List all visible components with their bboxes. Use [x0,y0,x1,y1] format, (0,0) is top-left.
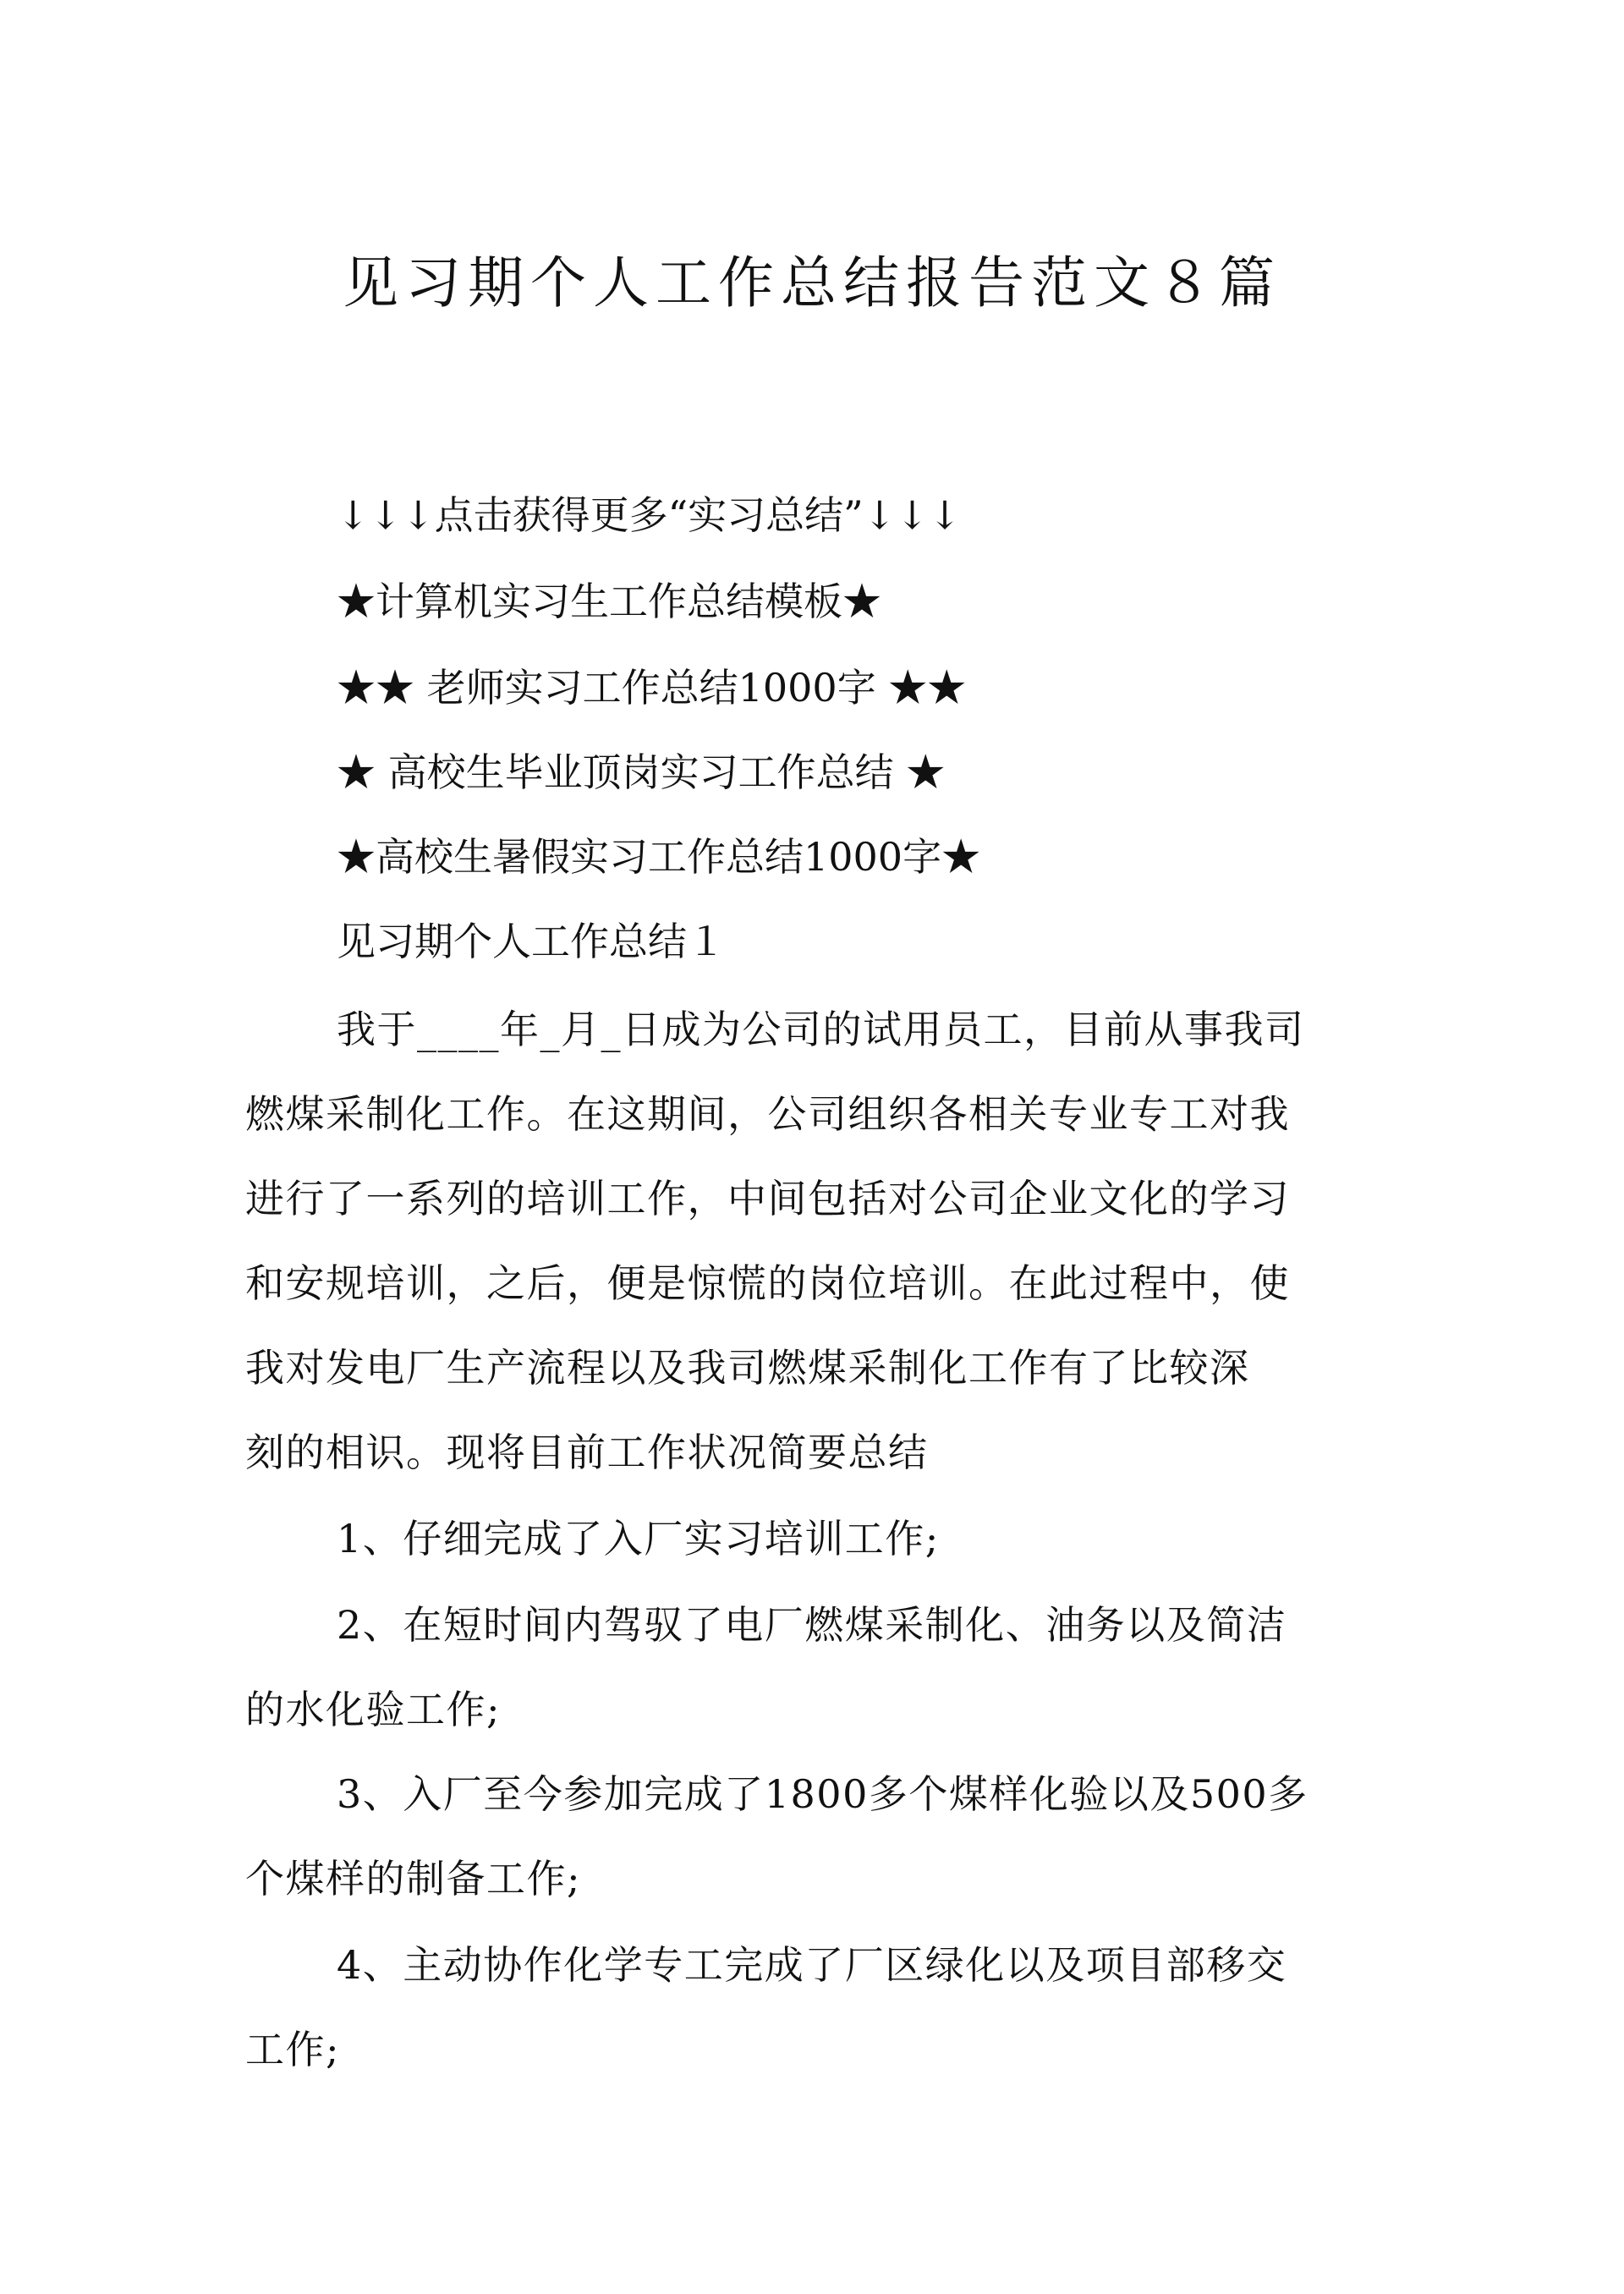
list-item-3-cont: 个煤样的制备工作; [245,1856,581,1902]
paragraph-line: 进行了一系列的培训工作，中间包括对公司企业文化的学习 [245,1176,1290,1221]
document-title: 见习期个人工作总结报告范文８篇 [343,250,1281,316]
paragraph-line: 燃煤采制化工作。在这期间，公司组织各相关专业专工对我 [245,1091,1290,1137]
paragraph-line: 刻的相识。现将目前工作状况简要总结 [245,1430,929,1475]
list-item-4-cont: 工作; [245,2027,340,2072]
link-more-internship-summaries[interactable]: ↓↓↓点击获得更多“实习总结”↓↓↓ [337,492,962,538]
list-item-3: 3、入厂至今参加完成了1800多个煤样化验以及500多 [337,1771,1309,1817]
link-teacher-internship-summary[interactable]: ★★ 老师实习工作总结1000字 ★★ [337,665,967,711]
paragraph-line: 我于____年_月_日成为公司的试用员工，目前从事我司 [337,1007,1305,1052]
paragraph-line: 我对发电厂生产流程以及我司燃煤采制化工作有了比较深 [245,1345,1250,1391]
paragraph-line: 和安规培训，之后，便是惊慌的岗位培训。在此过程中，使 [245,1260,1290,1306]
link-summer-internship-summary[interactable]: ★高校生暑假实习工作总结1000字★ [337,834,981,880]
list-item-2: 2、在短时间内驾驭了电厂燃煤采制化、油务以及简洁 [337,1602,1287,1648]
list-item-1: 1、仔细完成了入厂实习培训工作; [337,1516,940,1561]
link-computer-intern-template[interactable]: ★计算机实习生工作总结模板★ [337,579,881,624]
section-heading: 见习期个人工作总结１ [337,919,726,964]
link-graduate-internship-summary[interactable]: ★ 高校生毕业顶岗实习工作总结 ★ [337,749,946,795]
list-item-2-cont: 的水化验工作; [245,1687,501,1732]
list-item-4: 4、主动协作化学专工完成了厂区绿化以及项目部移交 [337,1942,1287,1988]
